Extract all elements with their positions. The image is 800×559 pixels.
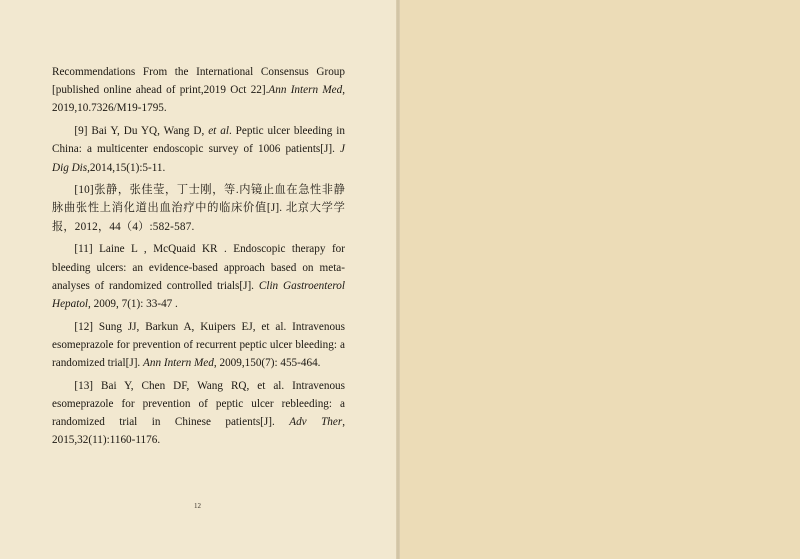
right-page-blank [400,0,800,559]
ref-text: [12] Sung JJ, Barkun A, Kuipers EJ, et al. Intravenous esomeprazole for prevention of recurrent peptic ulcer bleeding: a randomized trial[J]. [52,320,345,370]
ref-text: , 2009, 7(1): 33-47 . [88,297,178,310]
ref-text: [13] Bai Y, Chen DF, Wang RQ, et al. Intravenous esomeprazole for prevention of peptic ulcer rebleeding: a randomized trial in Chinese patients[J]. [52,379,345,429]
reference-9 [52,122,345,177]
ref-text: , 2009,150(7): 455-464. [213,357,321,370]
ref-text: , 2019,10.7326/M19-1795. [52,84,345,115]
ref-text: , 2015,32(11):1160-1176. [52,416,346,447]
ref-text: [11] Laine L , McQuaid KR . Endoscopic therapy for bleeding ulcers: an evidence-based approach based on meta-analyses of randomized controlled trials[J]. [52,243,345,292]
ref-text: ,2014,15(1):5-11. [87,161,166,174]
journal-title: Clin Gastroenterol Hepatol [52,279,345,310]
left-page [0,0,396,559]
reference-11 [52,240,345,313]
ref-text: [9] Bai Y, Du YQ, Wang D, [74,125,209,138]
ref-text: . Peptic ulcer bleeding in China: a multicenter endoscopic survey of 1006 patients[J]. [52,125,346,156]
journal-title: Adv Ther [289,416,343,429]
ref-italic: et al [208,125,229,138]
ref-text: Recommendations From the International Consensus Group [published online ahead of print,2019 Oct 22]. [52,66,345,97]
reference-list [52,63,345,450]
journal-title: Ann Intern Med [268,84,343,97]
reference-13 [52,377,345,450]
journal-title: J Dig Dis [52,143,345,174]
reference-8-continued [52,63,345,118]
page-number: 12 [194,502,201,510]
reference-10 [52,181,345,236]
reference-12 [52,318,345,373]
ref-text: [10]张静，张佳莹，丁士刚，等.内镜止血在急性非静脉曲张性上消化道出血治疗中的临床价值[J]. 北京大学学报，2012，44（4）:582-587. [52,184,345,233]
journal-title: Ann Intern Med [143,357,214,370]
